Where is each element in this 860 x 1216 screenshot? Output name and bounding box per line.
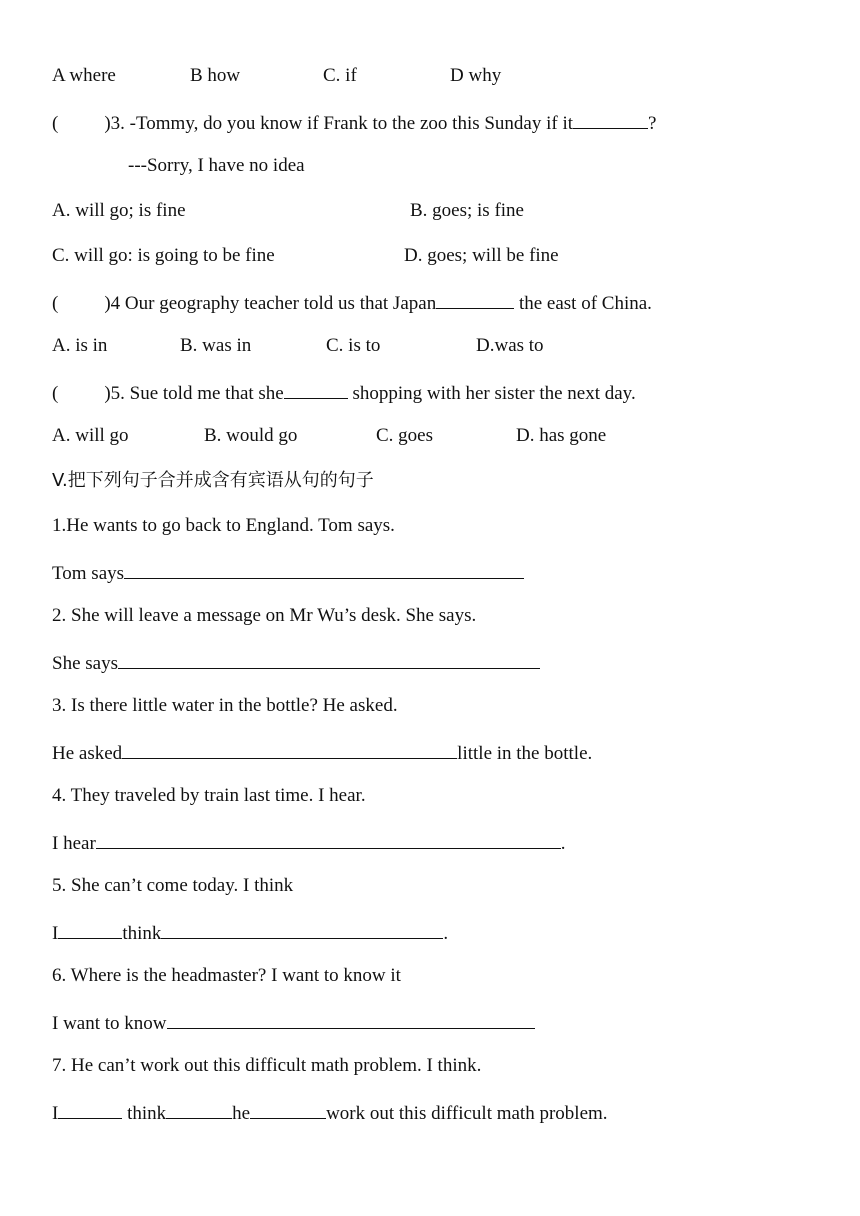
q4-option-b: B. was in [180, 335, 252, 356]
q5-stem-text: 5. Sue told me that she [110, 383, 284, 404]
q4-stem [52, 289, 652, 316]
answer-prefix: She says [52, 653, 118, 674]
answer-blank[interactable] [250, 1099, 326, 1119]
q3-option-d: D. goes; will be fine [404, 245, 559, 266]
paren-close: ) [104, 383, 111, 404]
answer-blank[interactable] [122, 739, 457, 759]
answer-blank[interactable] [166, 1099, 232, 1119]
q5-option-c: C. goes [376, 425, 433, 446]
paren-close: ) [104, 113, 111, 134]
sentence-2: 2. She will leave a message on Mr Wu’s desk. She says. [52, 605, 477, 626]
answer-suffix: work out this difficult math problem. [326, 1103, 608, 1124]
paren-open: ( [52, 293, 59, 314]
answer-blank[interactable] [124, 559, 524, 579]
answer-prefix: I hear [52, 833, 96, 854]
answer-prefix: I want to know [52, 1013, 167, 1034]
answer-line-1 [52, 559, 524, 586]
answer-blank[interactable] [436, 289, 514, 309]
q4-option-a: A. is in [52, 335, 108, 356]
answer-blank[interactable] [58, 919, 122, 939]
section-heading: V.把下列句子合并成含有宾语从句的句子 [52, 470, 374, 491]
answer-mid: think [122, 1103, 167, 1124]
answer-line-4 [52, 829, 566, 856]
answer-mid: think [122, 923, 162, 944]
q3-option-c: C. will go: is going to be fine [52, 245, 275, 266]
answer-line-3 [52, 739, 592, 766]
answer-suffix: little in the bottle. [457, 743, 593, 764]
q4-option-d: D.was to [476, 335, 544, 356]
paren-close: ) [104, 293, 111, 314]
q2-option-a: A where [52, 65, 116, 86]
q3-stem [52, 109, 656, 136]
q3-option-b: B. goes; is fine [410, 200, 524, 221]
q3-stem-end: ? [648, 113, 657, 134]
q4-stem-end: the east of China. [514, 293, 652, 314]
answer-prefix: Tom says [52, 563, 125, 584]
q5-stem [52, 379, 636, 406]
q3-reply: ---Sorry, I have no idea [128, 155, 305, 176]
sentence-3: 3. Is there little water in the bottle? He asked. [52, 695, 398, 716]
answer-line-5 [52, 919, 448, 946]
q2-option-d: D why [450, 65, 502, 86]
answer-suffix: . [443, 923, 449, 944]
sentence-4: 4. They traveled by train last time. I hear. [52, 785, 366, 806]
sentence-5: 5. She can’t come today. I think [52, 875, 294, 896]
q2-option-b: B how [190, 65, 241, 86]
answer-mid: he [232, 1103, 251, 1124]
answer-blank[interactable] [96, 829, 561, 849]
answer-blank[interactable] [118, 649, 540, 669]
answer-prefix: I [52, 923, 59, 944]
answer-blank[interactable] [161, 919, 443, 939]
q3-option-a: A. will go; is fine [52, 200, 186, 221]
paren-open: ( [52, 113, 59, 134]
q4-option-c: C. is to [326, 335, 381, 356]
answer-blank[interactable] [573, 109, 648, 129]
answer-prefix: He asked [52, 743, 123, 764]
q5-option-b: B. would go [204, 425, 298, 446]
q5-stem-end: shopping with her sister the next day. [347, 383, 636, 404]
q3-stem-text: 3. -Tommy, do you know if Frank to the zoo this Sunday if it [110, 113, 574, 134]
sentence-1: 1.He wants to go back to England. Tom says. [52, 515, 395, 536]
paren-open: ( [52, 383, 59, 404]
q5-option-d: D. has gone [516, 425, 607, 446]
answer-prefix: I [52, 1103, 59, 1124]
answer-blank[interactable] [284, 379, 348, 399]
q5-option-a: A. will go [52, 425, 129, 446]
answer-line-2 [52, 649, 540, 676]
answer-line-7 [52, 1099, 608, 1126]
sentence-7: 7. He can’t work out this difficult math problem. I think. [52, 1055, 482, 1076]
answer-suffix: . [560, 833, 566, 854]
q2-option-c: C. if [323, 65, 357, 86]
q4-stem-text: 4 Our geography teacher told us that Japan [110, 293, 437, 314]
answer-line-6 [52, 1009, 535, 1036]
sentence-6: 6. Where is the headmaster? I want to know it [52, 965, 401, 986]
answer-blank[interactable] [58, 1099, 122, 1119]
answer-blank[interactable] [167, 1009, 535, 1029]
